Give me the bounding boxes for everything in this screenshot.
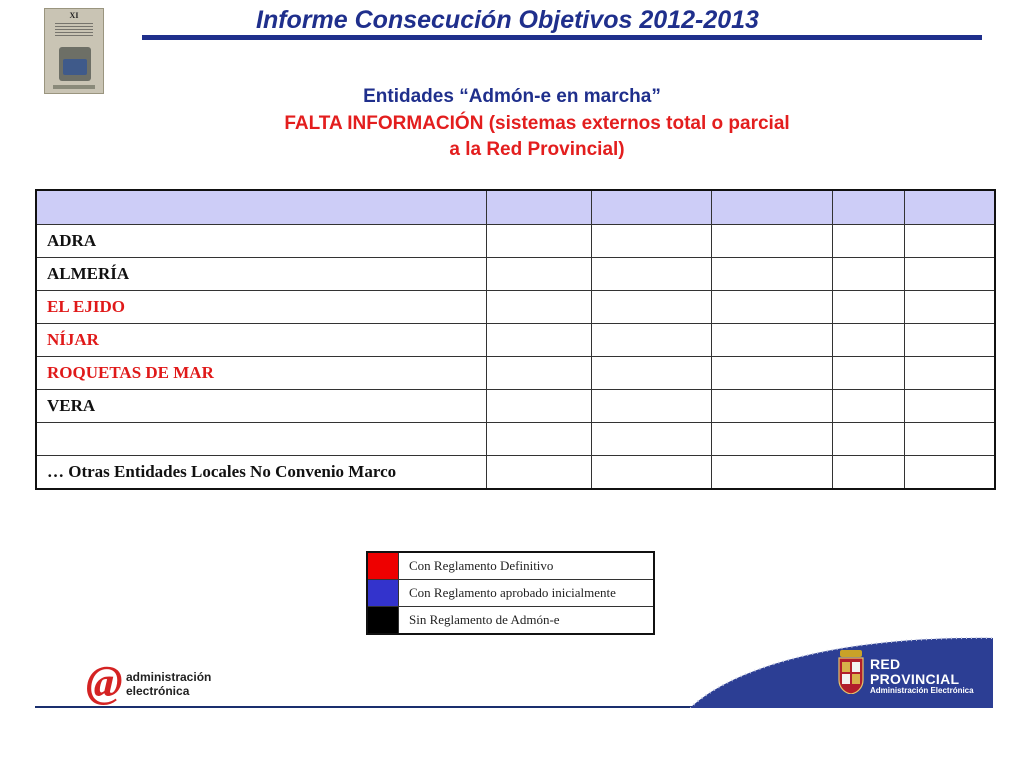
legend-item — [367, 607, 654, 635]
status-cell — [591, 456, 711, 490]
status-cell — [486, 291, 591, 324]
entity-name: VERA — [36, 390, 486, 423]
status-cell — [591, 390, 711, 423]
status-cell — [711, 291, 832, 324]
status-cell — [832, 291, 904, 324]
legend-swatch — [367, 580, 399, 607]
status-cell — [591, 225, 711, 258]
table-row — [36, 258, 995, 291]
coat-of-arms-icon — [838, 650, 864, 694]
red-provincial-title-line1: RED — [870, 656, 901, 672]
missing-info-warning-line2: a la Red Provincial) — [449, 139, 625, 160]
table-header-row — [36, 190, 995, 225]
legend-label: Con Reglamento aprobado inicialmente — [399, 580, 655, 607]
status-cell — [591, 324, 711, 357]
status-cell — [832, 456, 904, 490]
status-cell — [904, 423, 995, 456]
status-cell — [711, 456, 832, 490]
entities-table — [35, 189, 996, 490]
red-provincial-subtitle: Administración Electrónica — [870, 686, 974, 695]
table-row — [36, 423, 995, 456]
status-cell — [591, 357, 711, 390]
cover-text-lines — [55, 23, 93, 37]
status-cell — [832, 324, 904, 357]
status-cell — [832, 258, 904, 291]
table-row — [36, 390, 995, 423]
table-row — [36, 456, 995, 490]
status-cell — [486, 357, 591, 390]
cover-label: XI — [69, 11, 79, 20]
admin-logo-line1: administración — [126, 670, 212, 684]
table-row — [36, 291, 995, 324]
entity-name: ALMERÍA — [36, 258, 486, 291]
status-cell — [832, 423, 904, 456]
status-cell — [904, 357, 995, 390]
missing-info-warning-line1: FALTA INFORMACIÓN (sistemas externos total o parcial — [284, 113, 790, 134]
status-cell — [904, 291, 995, 324]
header-cell — [486, 190, 591, 225]
status-legend — [366, 551, 655, 635]
status-cell — [591, 291, 711, 324]
header-cell — [832, 190, 904, 225]
legend-swatch — [367, 552, 399, 580]
entity-name — [36, 423, 486, 456]
status-cell — [904, 258, 995, 291]
status-cell — [904, 390, 995, 423]
admin-electronica-logo-icon: @ — [86, 657, 123, 706]
status-cell — [832, 225, 904, 258]
status-cell — [711, 357, 832, 390]
status-cell — [711, 324, 832, 357]
header-cell — [711, 190, 832, 225]
status-cell — [486, 258, 591, 291]
red-provincial-title-line2: PROVINCIAL — [870, 671, 960, 687]
header-cell — [904, 190, 995, 225]
cover-emblem-inner — [63, 59, 87, 75]
status-cell — [711, 423, 832, 456]
header-cell — [591, 190, 711, 225]
status-cell — [591, 423, 711, 456]
admin-logo-line2: electrónica — [126, 684, 190, 698]
status-cell — [711, 390, 832, 423]
table-row — [36, 324, 995, 357]
header-cell — [36, 190, 486, 225]
section-subtitle: Entidades “Admón-e en marcha” — [363, 86, 661, 107]
status-cell — [904, 324, 995, 357]
status-cell — [486, 423, 591, 456]
status-cell — [904, 225, 995, 258]
entity-name: ROQUETAS DE MAR — [36, 357, 486, 390]
status-cell — [832, 357, 904, 390]
report-cover-thumbnail — [44, 8, 104, 94]
legend-swatch — [367, 607, 399, 635]
legend-label: Con Reglamento Definitivo — [399, 552, 655, 580]
page-title: Informe Consecución Objetivos 2012-2013 — [256, 6, 759, 34]
legend-label: Sin Reglamento de Admón-e — [399, 607, 655, 635]
entity-name: EL EJIDO — [36, 291, 486, 324]
status-cell — [486, 456, 591, 490]
entity-name: … Otras Entidades Locales No Convenio Marco — [36, 456, 486, 490]
entity-name: NÍJAR — [36, 324, 486, 357]
status-cell — [711, 258, 832, 291]
legend-item — [367, 552, 654, 580]
status-cell — [711, 225, 832, 258]
table-row — [36, 357, 995, 390]
status-cell — [591, 258, 711, 291]
status-cell — [832, 390, 904, 423]
legend-item — [367, 580, 654, 607]
entity-name: ADRA — [36, 225, 486, 258]
table-row — [36, 225, 995, 258]
status-cell — [486, 225, 591, 258]
title-underline — [142, 35, 982, 40]
status-cell — [904, 456, 995, 490]
status-cell — [486, 324, 591, 357]
status-cell — [486, 390, 591, 423]
